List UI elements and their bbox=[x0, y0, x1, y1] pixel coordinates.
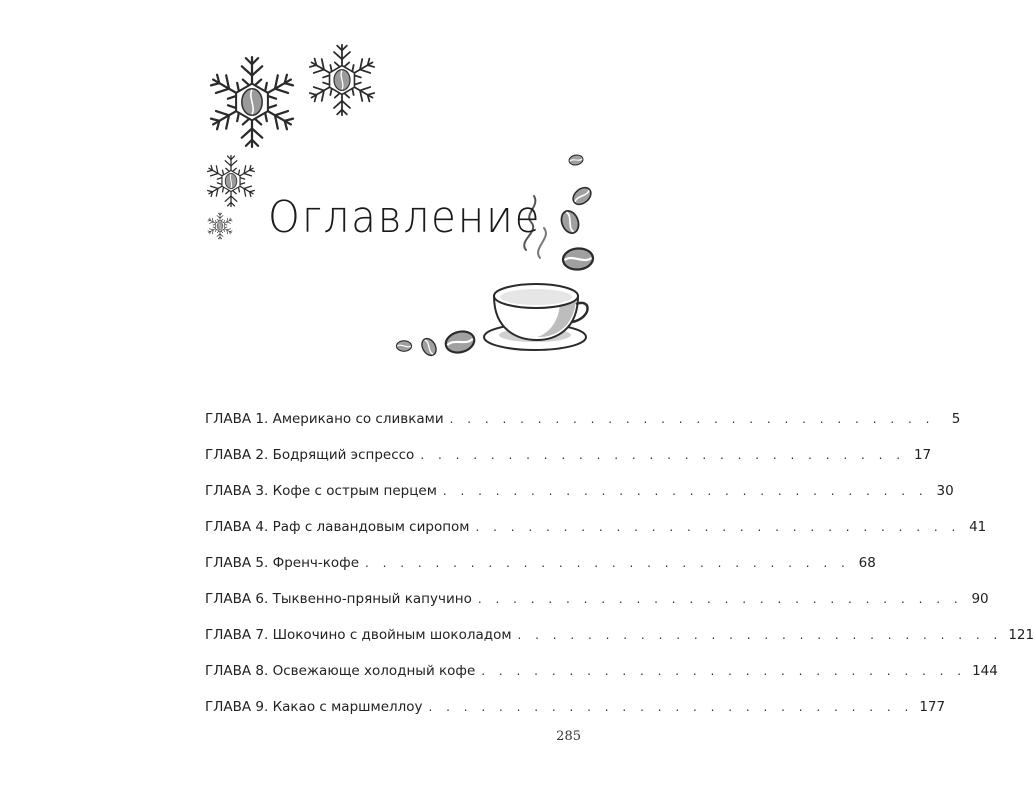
snowflake-icon bbox=[308, 45, 377, 115]
toc-entry-label: ГЛАВА 6. Тыквенно-пряный капучино bbox=[205, 591, 472, 607]
dot-leader: . . . . . . . . . . . . . . . . . . . . . . . . . . . . bbox=[420, 448, 906, 462]
toc-entry-page: 121 bbox=[1008, 627, 1034, 643]
coffee-bean-icon bbox=[443, 328, 476, 355]
coffee-bean-icon bbox=[562, 247, 594, 271]
coffee-bean-icon bbox=[419, 336, 439, 358]
toc-entry bbox=[205, 591, 989, 627]
dot-leader: . . . . . . . . . . . . . . . . . . . . . . . . . . . . bbox=[481, 664, 967, 678]
dot-leader: . . . . . . . . . . . . . . . . . . . . . . . . . . . . bbox=[442, 484, 928, 498]
snowflake-icon bbox=[207, 213, 233, 239]
toc-entry bbox=[205, 699, 946, 735]
toc-entry-label: ГЛАВА 5. Френч-кофе bbox=[205, 555, 360, 571]
dot-leader: . . . . . . . . . . . . . . . . . . . . . . . . . . . . bbox=[365, 556, 850, 570]
toc-entry bbox=[205, 519, 987, 555]
dot-leader: . . . . . . . . . . . . . . . . . . . . . . . . . . . . bbox=[477, 592, 963, 606]
toc-entry-label: ГЛАВА 2. Бодрящий эспрессо bbox=[205, 447, 415, 463]
snowflake-icon bbox=[208, 57, 296, 147]
toc-entry-page: 90 bbox=[971, 591, 989, 607]
dot-leader: . . . . . . . . . . . . . . . . . . . . . . . . . . . . bbox=[475, 520, 961, 534]
dot-leader: . . . . . . . . . . . . . . . . . . . . . . . . . . . . bbox=[517, 628, 1003, 642]
toc-entry-page: 30 bbox=[936, 483, 954, 499]
coffee-bean-icon bbox=[559, 208, 582, 235]
toc-entry-label: ГЛАВА 8. Освежающе холодный кофе bbox=[205, 663, 476, 679]
coffee-bean-icon bbox=[568, 154, 583, 166]
coffee-bean-icon bbox=[570, 184, 594, 208]
toc-entry-label: ГЛАВА 9. Какао с маршмеллоу bbox=[205, 699, 423, 715]
dot-leader: . . . . . . . . . . . . . . . . . . . . . . . . . . . . bbox=[449, 412, 935, 426]
toc-entry bbox=[205, 447, 932, 483]
toc-entry bbox=[205, 555, 876, 591]
toc-entry-page: 177 bbox=[919, 699, 946, 715]
toc-entry-page: 41 bbox=[969, 519, 987, 535]
toc-entry bbox=[205, 663, 998, 699]
dot-leader: . . . . . . . . . . . . . . . . . . . . . . . . . . . . bbox=[428, 700, 914, 714]
toc-entry-page: 17 bbox=[913, 447, 932, 463]
toc-entry-label: ГЛАВА 1. Американо со сливками bbox=[205, 411, 444, 427]
toc-entry bbox=[205, 627, 1034, 663]
toc-entry-label: ГЛАВА 7. Шокочино с двойным шоколадом bbox=[205, 627, 512, 643]
toc-entry-label: ГЛАВА 3. Кофе с острым перцем bbox=[205, 483, 437, 499]
toc-entry-page: 68 bbox=[858, 555, 876, 571]
toc-entry bbox=[205, 483, 954, 519]
snowflake-icon bbox=[206, 155, 256, 206]
toc-entry bbox=[205, 411, 961, 447]
page-number: 285 bbox=[556, 729, 581, 744]
toc-entry-label: ГЛАВА 4. Раф с лавандовым сиропом bbox=[205, 519, 470, 535]
toc-entry-page: 5 bbox=[951, 411, 961, 427]
page-title: Оглавление bbox=[268, 192, 542, 243]
table-of-contents bbox=[205, 411, 1034, 735]
coffee-bean-icon bbox=[397, 341, 412, 352]
toc-entry-page: 144 bbox=[972, 663, 998, 679]
